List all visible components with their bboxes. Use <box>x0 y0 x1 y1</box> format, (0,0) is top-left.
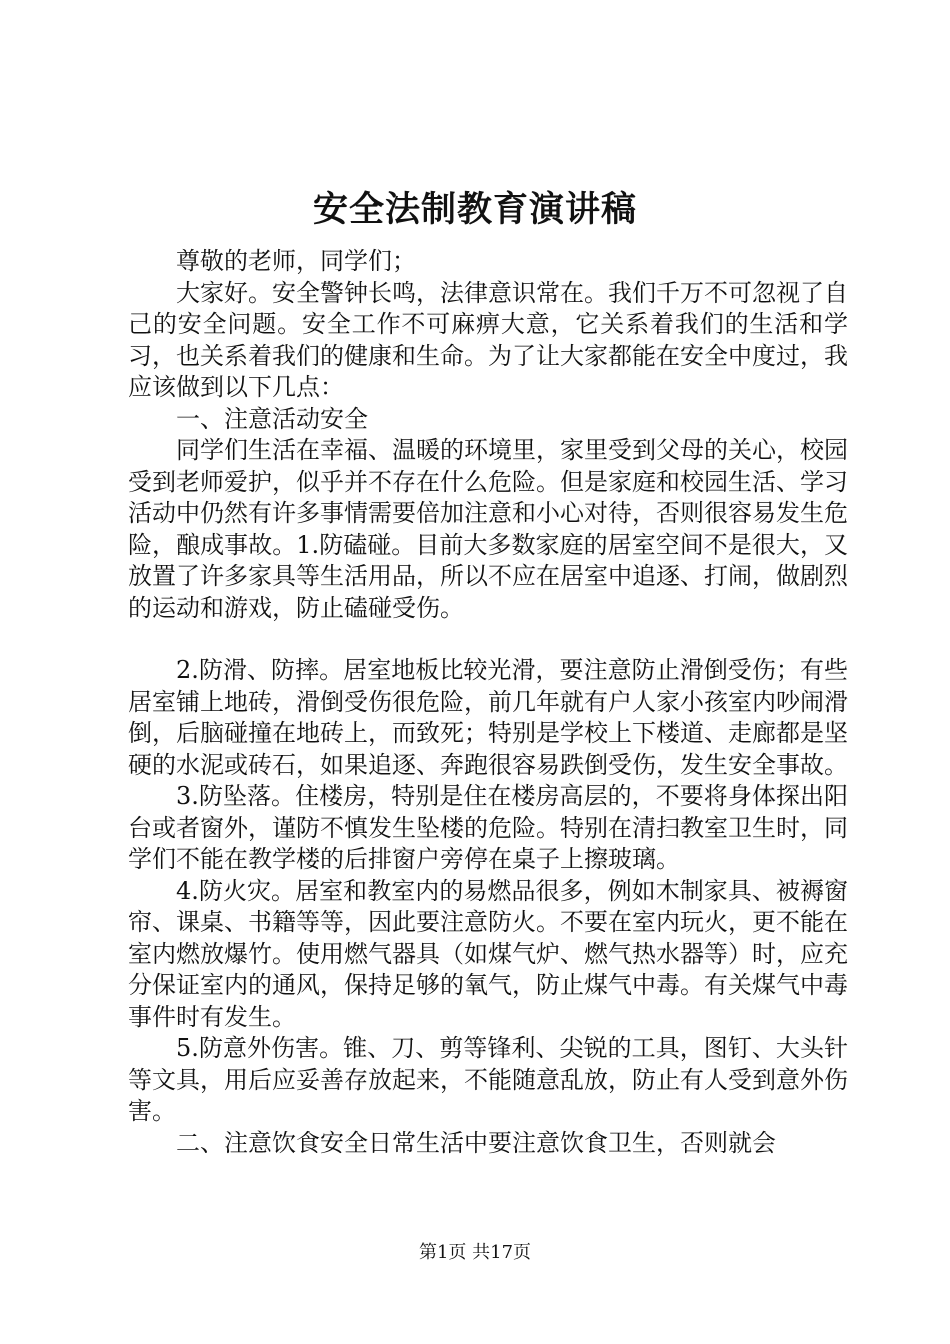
document-title: 安全法制教育演讲稿 <box>312 189 637 230</box>
food-safety-paragraph: 二、注意饮食安全日常生活中要注意饮食卫生，否则就会 <box>176 1128 776 1157</box>
slip-fall-paragraph: 2.防滑、防摔。居室地板比较光滑，要注意防止滑倒受伤；有些居室铺上地砖，滑倒受伤很危险，前几年就有户人家小孩室内吵闹滑倒，后脑碰撞在地砖上，而致死；特别是学校上下楼道、走廊都是坚硬的水泥或砖石，如果追逐、奔跑很容易跌倒受伤，发生安全事故。 <box>128 656 848 779</box>
document-body <box>128 246 848 1159</box>
falling-paragraph: 3.防坠落。住楼房，特别是住在楼房高层的，不要将身体探出阳台或者窗外，谨防不慎发生坠楼的危险。特别在清扫教室卫生时，同学们不能在教学楼的后排窗户旁停在桌子上擦玻璃。 <box>128 782 848 873</box>
activity-safety-paragraph: 同学们生活在幸福、温暖的环境里，家里受到父母的关心，校园受到老师爱护，似乎并不存在什么危险。但是家庭和校园生活、学习活动中仍然有许多事情需要倍加注意和小心对待，否则很容易发生危险，酿成事故。1.防磕碰。目前大多数家庭的居室空间不是很大，又放置了许多家具等生活用品，所以不应在居室中追逐、打闹，做剧烈的运动和游戏，防止磕碰受伤。 <box>128 436 848 622</box>
section-heading-activity-safety: 一、注意活动安全 <box>176 404 368 433</box>
fire-paragraph: 4.防火灾。居室和教室内的易燃品很多，例如木制家具、被褥窗帘、课桌、书籍等等，因此要注意防火。不要在室内玩火，更不能在室内燃放爆竹。使用燃气器具（如煤气炉、燃气热水器等）时，应充分保证室内的通风，保持足够的氧气，防止煤气中毒。有关煤气中毒事件时有发生。 <box>128 876 848 1031</box>
page-number-footer: 第1页 共17页 <box>418 1242 532 1263</box>
salutation-paragraph: 尊敬的老师，同学们； <box>176 247 416 275</box>
intro-paragraph: 大家好。安全警钟长鸣，法律意识常在。我们千万不可忽视了自己的安全问题。安全工作不可麻痹大意，它关系着我们的生活和学习，也关系着我们的健康和生命。为了让大家都能在安全中度过，我应该做到以下几点： <box>128 278 848 401</box>
accident-injury-paragraph: 5.防意外伤害。锥、刀、剪等锋利、尖锐的工具，图钉、大头针等文具，用后应妥善存放起来，不能随意乱放，防止有人受到意外伤害。 <box>128 1034 848 1125</box>
